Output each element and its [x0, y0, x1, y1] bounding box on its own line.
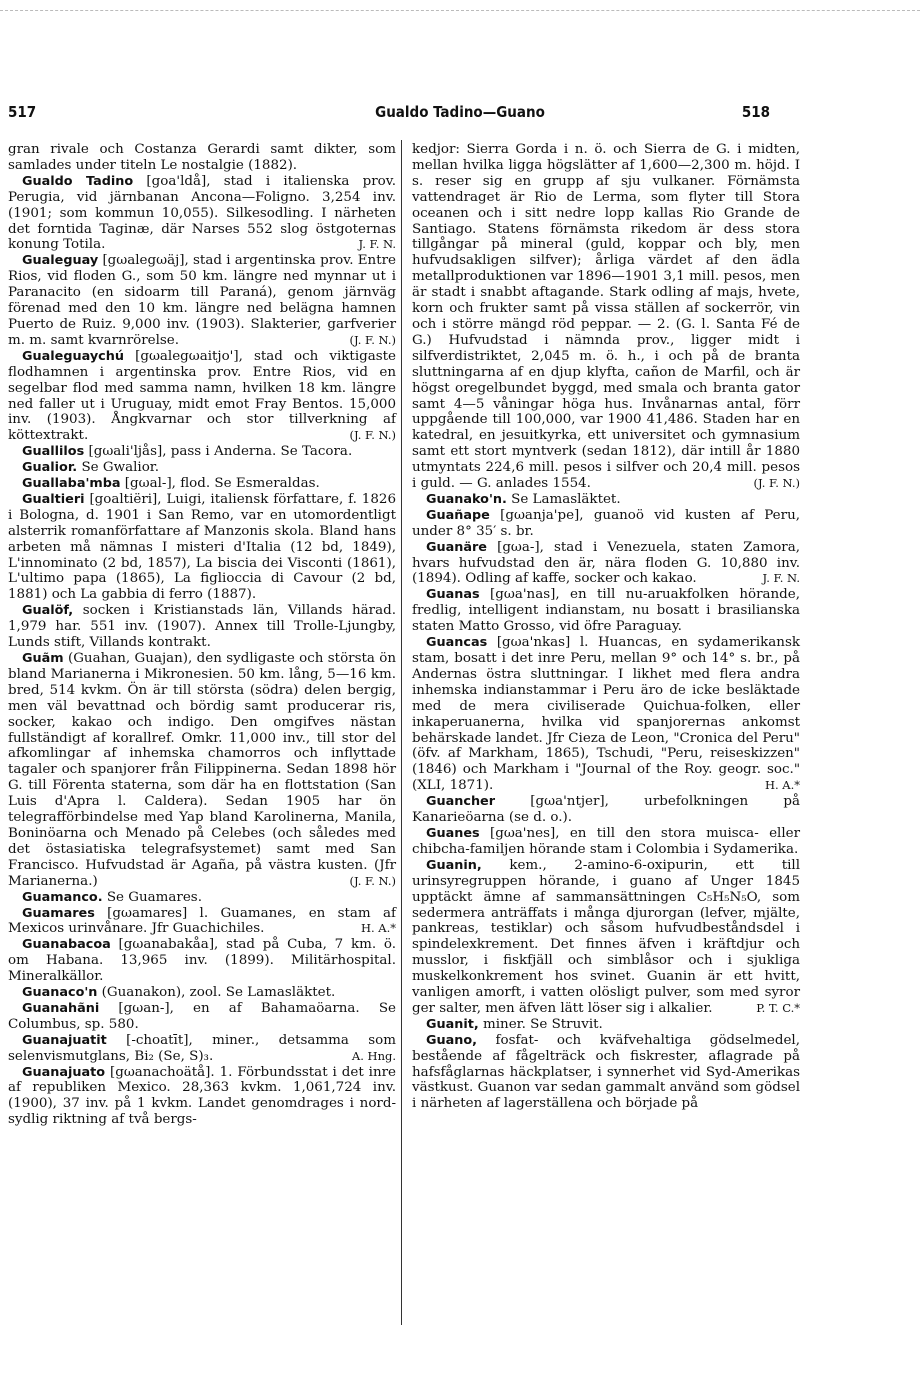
entry-text: [goaltiëri], Luigi, italiensk författare, f. 1826 i Bologna, d. 1901 i San Remo, var en utomordentligt alsterrik romanförfattare af Manzonis skola. Bland hans arbeten må nämnas I misteri d'Italia (12 bd, 1849), L'innominato (2 bd, 1857), La biscia dei Visconti (1861), L'ultimo papa (1865), La figlioccia di Cavour (2 bd, 1881) och La gabbia di ferro (1887). — [8, 491, 396, 603]
entry-headword: Guanas — [426, 587, 480, 603]
dictionary-entry — [8, 906, 396, 938]
column-divider — [401, 140, 402, 1325]
entry-text: fosfat- och kväfvehaltiga gödselmedel, bestående af fågelträck och fiskrester, aflagrade på hafsfåglarnas häckplatser, i synnerhet vid Syd-Amerikas västkust. Guanon var sedan gammalt använd som gödsel i närheten af lagerställena och började på — [412, 1032, 800, 1112]
author-signature: (J. F. N.) — [349, 332, 396, 347]
entry-text: miner. Se Struvit. — [478, 1016, 603, 1032]
entry-headword: Guanaco'n — [22, 985, 98, 1001]
entry-text: (Guahan, Guajan), den sydligaste och största ön bland Marianerna i Mikronesien. 50 km. lång, 5—16 km. bred, 514 kvkm. Ön är till största (södra) delen bergig, men väl bevattnad och bördig samt producerar ris, socker, kakao och indigo. Den omgifves nästan fullständigt af korallref. Omkr. 11,000 inv., till stor del afkomlingar af inhemska chamorros och inflyttade tagaler och spanjorer från Filippinerna. Sedan 1898 hör G. till Förenta staterna, som där ha en flottstation (San Luis d'Apra l. Caldera). Sedan 1905 har ön telegrafförbindelse med Yap bland Karolinerna, Manila, Boninöarna och Menado på Celebes (och således med det östasiatiska telegrafsystemet) samt med San Francisco. Hufvudstad är Agaña, på västra kusten. (Jfr Marianerna.) — [8, 651, 396, 889]
entry-text: (Guanakon), zool. Se Lamasläktet. — [97, 985, 336, 1001]
entry-headword: Guanes — [426, 825, 480, 841]
dictionary-entry — [8, 174, 396, 254]
dictionary-entry — [8, 460, 396, 476]
author-signature: (J. F. N.) — [349, 428, 396, 443]
dictionary-entry — [8, 890, 396, 906]
entry-text: Se Guamares. — [102, 889, 202, 905]
entry-text: [gωa'nas], en till nu-aruakfolken hörande, fredlig, intelligent indianstam, nu bosatt i brasilianska staten Matto Grosso, vid öfre Paraguay. — [412, 587, 800, 635]
entry-headword: Guallaba'mba — [22, 476, 121, 492]
dictionary-entry — [8, 1065, 396, 1129]
author-signature: A. Hng. — [351, 1048, 396, 1063]
author-signature: (J. F. N.) — [753, 476, 800, 491]
dictionary-entry — [412, 492, 800, 508]
entry-headword: Guanit, — [426, 1016, 479, 1032]
entry-text: [gωanja'pe], guanoö vid kusten af Peru, under 8° 35′ s. br. — [412, 507, 800, 539]
entry-text: [gωa'nkas] l. Huancas, en sydamerikansk stam, bosatt i det inre Peru, mellan 9° och 14° s. br., på Andernas östra sluttningar. I likhet med flera andra inhemska indianstammar i Peru äro de icke besläktade med de mera civiliserade Quichua-folken, eller inkaperuanerna, hvilka vid spanjorernas ankomst behärskade landet. Jfr Cieza de Leon, "Cronica del Peru" (öfv. af Markham, 1865), Tschudi, "Peru, reiseskizzen" (1846) och Markham i "Journal of the Roy. geogr. soc." (XLI, 1871). — [412, 635, 800, 794]
author-signature: J. F. N. — [762, 571, 800, 586]
dictionary-entry — [8, 142, 396, 174]
dictionary-entry — [8, 476, 396, 492]
dictionary-entry — [412, 587, 800, 635]
entry-headword: Guallilos — [22, 444, 85, 460]
dictionary-entry — [8, 1033, 396, 1065]
dictionary-entry — [412, 1033, 800, 1113]
dictionary-entry — [412, 858, 800, 1017]
author-signature: J. F. N. — [358, 237, 396, 252]
running-title: Gualdo Tadino—Guano — [375, 103, 545, 121]
entry-headword: Guancher — [426, 794, 496, 810]
dictionary-entry — [412, 508, 800, 540]
entry-text: [gωa'nes], en till den stora muisca- eller chibcha-familjen hörande stam i Colombia i Sydamerika. — [412, 825, 800, 857]
entry-headword: Guanäre — [426, 539, 487, 555]
entry-text: [gωa'ntjer], urbefolkningen på Kanarieöarna (se d. o.). — [412, 794, 800, 826]
dictionary-entry — [412, 142, 800, 492]
page-number-left: 517 — [8, 103, 37, 121]
dictionary-entry — [8, 937, 396, 985]
entry-headword: Guanabacoa — [22, 937, 111, 953]
entry-text: [gωal-], flod. Se Esmeraldas. — [120, 476, 320, 492]
dictionary-entry — [8, 603, 396, 651]
dictionary-entry — [8, 985, 396, 1001]
entry-headword: Guano, — [426, 1032, 478, 1048]
dictionary-entry — [8, 444, 396, 460]
dictionary-entry — [412, 826, 800, 858]
entry-headword: Gualeguaychú — [22, 348, 124, 364]
dictionary-entry — [412, 540, 800, 588]
entry-text: [gωanachoätå]. 1. Förbundsstat i det inre af republiken Mexico. 28,363 kvkm. 1,061,724 inv. (1900), 37 inv. på 1 kvkm. Landet genomdrages i nord-sydlig riktning af två bergs- — [8, 1064, 396, 1128]
right-column — [412, 142, 800, 1112]
entry-text: kedjor: Sierra Gorda i n. ö. och Sierra de G. i midten, mellan hvilka ligga högslätter af 1,600—2,300 m. höjd. I s. reser sig en grupp af sju vulkaner. Förnämsta vattendraget är Rio de Lerma, som flyter till Stora oceanen och i sitt nedre lopp kallas Rio Grande de Santiago. Statens förnämsta rikedom är dess stora tillgångar på mineral (guld, koppar och bly, men hufvudsakligen silfver); årliga värdet af den ädla metallproduktionen var 1896—1901 3,1 mill. pesos, men är stadt i snabbt aftagande. Stark odling af majs, hvete, korn och frukter samt på vissa ställen af sockerrör, vin och i större mängd röd peppar. — 2. (G. l. Santa Fé de G.) Hufvudstad i nämnda prov., ligger midt i silfverdistriktet, 2,045 m. ö. h., i och på de branta sluttningarna af en djup klyfta, cañon de Marfil, och är högst oregelbundet byggd, med smala och branta gator samt 4—5 våningar höga hus. Invånarnas antal, förr uppgående till 100,000, var 1900 41,486. Staden har en katedral, en jesuitkyrka, ett universitet och gymnasium samt ett stort myntverk (sedan 1812), där intill år 1880 utmyntats 224,6 mill. pesos i silfver och 20,4 mill. pesos i guld. — G. anlades 1554. — [412, 142, 800, 492]
entry-text: Se Gwalior. — [77, 460, 160, 476]
entry-text: Se Lamasläktet. — [506, 491, 621, 507]
author-signature: H. A.* — [764, 778, 800, 793]
entry-headword: Guamanco. — [22, 889, 103, 905]
entry-headword: Gualdo Tadino — [22, 173, 134, 189]
dictionary-entry — [8, 651, 396, 890]
entry-text: [gωamares] l. Guamanes, en stam af Mexicos urinvånare. Jfr Guachichiles. — [8, 905, 396, 937]
left-column — [8, 142, 396, 1128]
top-scan-line — [0, 10, 920, 11]
dictionary-entry — [8, 492, 396, 603]
entry-text: [gωan-], en af Bahamaöarna. Se Columbus, sp. 580. — [8, 1000, 396, 1032]
entry-text: kem., 2-amino-6-oxipurin, ett till urinsyregruppen hörande, i guano af Unger 1845 upptäckt ämne af sammansättningen C₅H₅N₅O, som sedermera anträffats i många djurorgan (lefver, mjälte, pankreas, testiklar) och såsom hufvudbeståndsdel i spindelexkrement. Det finnes äfven i kräftdjur och musslor, i fiskfjäll och simblåsor och i sjukliga muskelkonkrement hos svinet. Guanin är ett hvitt, vanligen amorft, i vatten olösligt pulver, som med syror ger salter, men äfven lätt löser sig i alkalier. — [412, 857, 800, 1016]
dictionary-entry — [8, 1001, 396, 1033]
entry-text: [gωalegωäj], stad i argentinska prov. Entre Rios, vid floden G., som 50 km. längre ned mynnar ut i Paranacito (en sidoarm till Paraná), genom järnväg förenad med den 10 km. längre ned belägna hamnen Puerto de Ruiz. 9,000 inv. (1903). Slakterier, garfverier m. m. samt kvarnrörelse. — [8, 253, 396, 348]
entry-headword: Guanajuato — [22, 1064, 106, 1080]
entry-text: gran rivale och Costanza Gerardi samt dikter, som samlades under titeln Le nostalgie (1882). — [8, 142, 396, 173]
author-signature: P. T. C.* — [756, 1000, 800, 1015]
entry-headword: Guanajuatit — [22, 1032, 107, 1048]
dictionary-entry — [412, 1017, 800, 1033]
entry-headword: Gualtieri — [22, 491, 85, 507]
entry-headword: Gualöf, — [22, 603, 74, 619]
entry-text: [goa'ldå], stad i italienska prov. Perugia, vid järnbanan Ancona—Foligno. 3,254 inv. (1901; som kommun 10,055). Silkesodling. I närheten det forntida Taginæ, där Narses 552 slog östgoternas konung Totila. — [8, 173, 396, 253]
author-signature: (J. F. N.) — [349, 873, 396, 888]
entry-headword: Guanako'n. — [426, 491, 507, 507]
entry-headword: Guãm — [22, 651, 64, 666]
entry-text: [gωanabakåa], stad på Cuba, 7 km. ö. om Habana. 13,965 inv. (1899). Militärhospital. Mineralkällor. — [8, 937, 396, 985]
entry-text: socken i Kristianstads län, Villands härad. 1,979 har. 551 inv. (1907). Annex till Trolle-Ljungby, Lunds stift, Villands kontrakt. — [8, 603, 396, 651]
page-number-right: 518 — [741, 103, 770, 121]
entry-text: [-choatīt], miner., detsamma som selenvismutglans, Bi₂ (Se, S)₃. — [8, 1032, 396, 1064]
entry-headword: Guanin, — [426, 857, 482, 873]
entry-headword: Guamares — [22, 905, 95, 921]
entry-text: [gωalegωaitjo'], stad och viktigaste flodhamnen i argentinska prov. Entre Rios, vid en segelbar flod med samma namn, hvilken 18 km. längre ned faller ut i Uruguay, midt emot Fray Bentos. 15,000 inv. (1903). Ångkvarnar och stor tillverkning af köttextrakt. — [8, 348, 396, 444]
entry-headword: Guañape — [426, 507, 490, 523]
entry-text: [gωali'ljås], pass i Anderna. Se Tacora. — [84, 444, 353, 460]
entry-headword: Guanahãni — [22, 1000, 100, 1016]
author-signature: H. A.* — [360, 921, 396, 936]
dictionary-entry — [8, 349, 396, 444]
entry-text: [gωa-], stad i Venezuela, staten Zamora, hvars hufvudstad den är, nära floden G. 10,880 inv. (1894). Odling af kaffe, socker och kakao. — [412, 539, 800, 587]
entry-headword: Gualeguay — [22, 253, 99, 269]
entry-headword: Guancas — [426, 635, 488, 651]
entry-headword: Gualior. — [22, 460, 78, 476]
dictionary-entry — [412, 635, 800, 794]
dictionary-entry — [412, 794, 800, 826]
dictionary-entry — [8, 253, 396, 348]
